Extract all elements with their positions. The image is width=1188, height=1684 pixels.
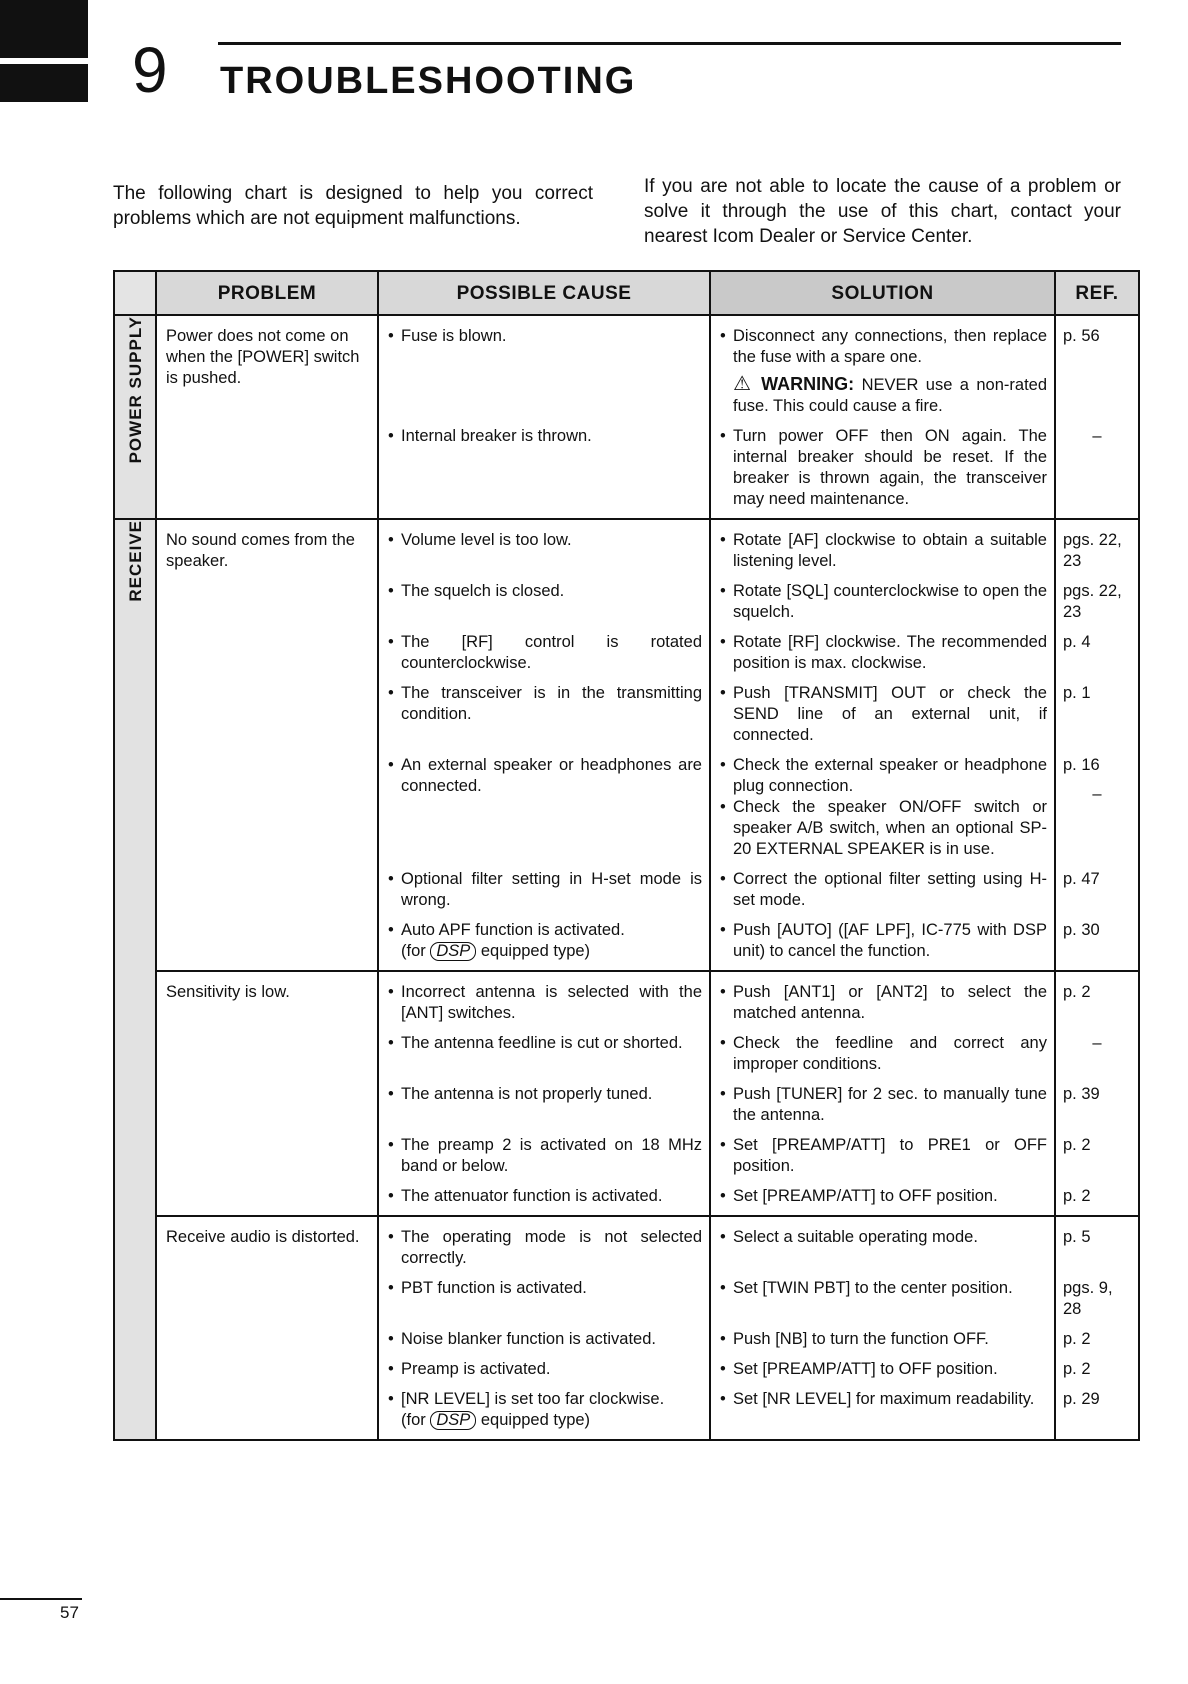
solution-cell xyxy=(710,1324,1055,1354)
solution-cell xyxy=(710,864,1055,915)
cause-cell xyxy=(378,750,710,864)
cause-cell xyxy=(378,1273,710,1324)
dsp-badge: DSP xyxy=(430,1411,476,1430)
ref-text: – xyxy=(1092,785,1102,803)
ref-cell: p. 30 xyxy=(1055,915,1139,971)
solution-text: • Rotate [AF] clockwise to obtain a suitable listening level. xyxy=(720,530,1047,572)
solution-cell xyxy=(710,1216,1055,1273)
solution-text: • Rotate [RF] clockwise. The recommended position is max. clockwise. xyxy=(720,632,1047,674)
cause-note: (for DSP equipped type) xyxy=(401,942,591,960)
solution-cell xyxy=(710,750,1055,864)
cause-text: • The antenna is not properly tuned. xyxy=(388,1084,702,1105)
table-row xyxy=(114,1216,1139,1273)
solution-cell xyxy=(710,576,1055,627)
category-receive xyxy=(114,519,156,1440)
warning-triangle-icon: ⚠ xyxy=(733,373,754,395)
solution-cell xyxy=(710,1354,1055,1384)
troubleshooting-table xyxy=(113,270,1140,1441)
cause-cell xyxy=(378,1028,710,1079)
footer-rule xyxy=(0,1598,82,1600)
ref-cell xyxy=(1055,750,1139,864)
ref-cell: pgs. 22, 23 xyxy=(1055,519,1139,576)
cause-note: (for DSP equipped type) xyxy=(401,1411,591,1429)
ref-cell: p. 29 xyxy=(1055,1384,1139,1440)
solution-cell xyxy=(710,519,1055,576)
cause-cell xyxy=(378,421,710,519)
cause-text: • Internal breaker is thrown. xyxy=(388,426,702,447)
solution-cell xyxy=(710,1028,1055,1079)
cause-text: • Incorrect antenna is selected with the [ANT] switches. xyxy=(388,982,702,1024)
problem-cell: Sensitivity is low. xyxy=(156,971,378,1216)
cause-text: • The preamp 2 is activated on 18 MHz band or below. xyxy=(388,1135,702,1177)
ref-cell: p. 2 xyxy=(1055,1324,1139,1354)
cause-cell xyxy=(378,1384,710,1440)
header-ref: REF. xyxy=(1055,271,1139,315)
ref-cell: p. 4 xyxy=(1055,627,1139,678)
solution-text: • Correct the optional filter setting using H-set mode. xyxy=(720,869,1047,911)
solution-text: • Select a suitable operating mode. xyxy=(720,1227,1047,1248)
ref-cell: p. 47 xyxy=(1055,864,1139,915)
cause-text: • Preamp is activated. xyxy=(388,1359,702,1380)
problem-cell: Power does not come on when the [POWER] switch is pushed. xyxy=(156,315,378,519)
solution-text: • Set [PREAMP/ATT] to OFF position. xyxy=(720,1359,1047,1380)
solution-text: • Push [TUNER] for 2 sec. to manually tune the antenna. xyxy=(720,1084,1047,1126)
ref-cell: pgs. 22, 23 xyxy=(1055,576,1139,627)
solution-text: • Rotate [SQL] counterclockwise to open the squelch. xyxy=(720,581,1047,623)
solution-cell xyxy=(710,421,1055,519)
ref-cell: p. 39 xyxy=(1055,1079,1139,1130)
warning-text: NEVER use a non-rated fuse. This could cause a fire. xyxy=(733,376,1048,415)
ref-cell: – xyxy=(1055,421,1139,519)
cause-text: • Auto APF function is activated. xyxy=(388,920,702,941)
table-header-row xyxy=(114,271,1139,315)
ref-cell: p. 2 xyxy=(1055,1354,1139,1384)
cause-text: • Fuse is blown. xyxy=(388,326,702,347)
category-power-supply xyxy=(114,315,156,519)
solution-text: • Check the feedline and correct any improper conditions. xyxy=(720,1033,1047,1075)
warning-label: WARNING: xyxy=(761,374,855,394)
header-category-cell xyxy=(114,271,156,315)
fuse-warning xyxy=(720,374,1047,417)
category-label: RECEIVE xyxy=(125,520,145,602)
cause-text: • The antenna feedline is cut or shorted. xyxy=(388,1033,702,1054)
header-rule xyxy=(218,42,1121,45)
solution-cell xyxy=(710,971,1055,1028)
ref-cell: p. 2 xyxy=(1055,1181,1139,1216)
solution-text: • Set [PREAMP/ATT] to OFF position. xyxy=(720,1186,1047,1207)
ref-cell: p. 56 xyxy=(1055,315,1139,421)
cause-cell xyxy=(378,915,710,971)
ref-cell: p. 5 xyxy=(1055,1216,1139,1273)
ref-cell: p. 1 xyxy=(1055,678,1139,750)
table-row xyxy=(114,315,1139,421)
cause-cell xyxy=(378,1324,710,1354)
cause-text: • The operating mode is not selected correctly. xyxy=(388,1227,702,1269)
solution-text: • Check the speaker ON/OFF switch or speaker A/B switch, when an optional SP-20 EXTERNAL SPEAKER is in use. xyxy=(720,797,1047,860)
solution-cell xyxy=(710,1273,1055,1324)
solution-text: • Disconnect any connections, then replace the fuse with a spare one. xyxy=(720,326,1047,368)
problem-cell: Receive audio is distorted. xyxy=(156,1216,378,1440)
cause-text: • [NR LEVEL] is set too far clockwise. xyxy=(388,1389,702,1410)
cause-cell xyxy=(378,1216,710,1273)
table-row xyxy=(114,519,1139,576)
solution-cell xyxy=(710,1384,1055,1440)
problem-cell: No sound comes from the speaker. xyxy=(156,519,378,971)
cause-text: • PBT function is activated. xyxy=(388,1278,702,1299)
intro-right-paragraph: If you are not able to locate the cause of a problem or solve it through the use of this chart, contact your nearest Icom Dealer or Service Center. xyxy=(644,176,1121,247)
solution-text: • Set [NR LEVEL] for maximum readability. xyxy=(720,1389,1047,1410)
chapter-number: 9 xyxy=(132,34,168,106)
solution-text: • Push [ANT1] or [ANT2] to select the matched antenna. xyxy=(720,982,1047,1024)
header-possible-cause: POSSIBLE CAUSE xyxy=(378,271,710,315)
cause-cell xyxy=(378,971,710,1028)
cause-text: • The squelch is closed. xyxy=(388,581,702,602)
ref-cell: p. 2 xyxy=(1055,971,1139,1028)
header-problem: PROBLEM xyxy=(156,271,378,315)
dsp-badge: DSP xyxy=(430,942,476,961)
chapter-tab-mark xyxy=(0,0,88,102)
solution-text: • Push [AUTO] ([AF LPF], IC-775 with DSP unit) to cancel the function. xyxy=(720,920,1047,962)
solution-text: • Check the external speaker or headphone plug connection. xyxy=(720,755,1047,797)
ref-cell: – xyxy=(1055,1028,1139,1079)
solution-cell xyxy=(710,678,1055,750)
cause-cell xyxy=(378,576,710,627)
cause-text: • The transceiver is in the transmitting condition. xyxy=(388,683,702,725)
solution-cell xyxy=(710,627,1055,678)
solution-cell xyxy=(710,1181,1055,1216)
cause-cell xyxy=(378,1079,710,1130)
header-solution: SOLUTION xyxy=(710,271,1055,315)
cause-text: • The attenuator function is activated. xyxy=(388,1186,702,1207)
chapter-title: TROUBLESHOOTING xyxy=(220,60,637,102)
cause-text: • An external speaker or headphones are connected. xyxy=(388,755,702,797)
cause-cell xyxy=(378,864,710,915)
solution-text: • Push [NB] to turn the function OFF. xyxy=(720,1329,1047,1350)
solution-text: • Push [TRANSMIT] OUT or check the SEND line of an external unit, if connected. xyxy=(720,683,1047,746)
intro-left-paragraph: The following chart is designed to help you correct problems which are not equipment malfunctions. xyxy=(113,183,593,229)
cause-cell xyxy=(378,1130,710,1181)
cause-cell xyxy=(378,315,710,421)
ref-text: p. 16 xyxy=(1063,756,1100,774)
cause-cell xyxy=(378,627,710,678)
cause-text: • Noise blanker function is activated. xyxy=(388,1329,702,1350)
cause-cell xyxy=(378,678,710,750)
cause-cell xyxy=(378,1354,710,1384)
solution-cell xyxy=(710,1079,1055,1130)
cause-cell xyxy=(378,519,710,576)
page-number: 57 xyxy=(60,1603,79,1622)
solution-text: • Turn power OFF then ON again. The internal breaker should be reset. If the breaker is thrown again, the transceiver may need maintenance. xyxy=(720,426,1047,510)
cause-cell xyxy=(378,1181,710,1216)
solution-cell xyxy=(710,915,1055,971)
solution-cell xyxy=(710,315,1055,421)
cause-text: • Optional filter setting in H-set mode is wrong. xyxy=(388,869,702,911)
cause-text: • The [RF] control is rotated counterclockwise. xyxy=(388,632,702,674)
solution-cell xyxy=(710,1130,1055,1181)
ref-cell: pgs. 9, 28 xyxy=(1055,1273,1139,1324)
cause-text: • Volume level is too low. xyxy=(388,530,702,551)
solution-text: • Set [PREAMP/ATT] to PRE1 or OFF position. xyxy=(720,1135,1047,1177)
solution-text: • Set [TWIN PBT] to the center position. xyxy=(720,1278,1047,1299)
ref-cell: p. 2 xyxy=(1055,1130,1139,1181)
table-row xyxy=(114,971,1139,1028)
category-label: POWER SUPPLY xyxy=(125,316,145,464)
